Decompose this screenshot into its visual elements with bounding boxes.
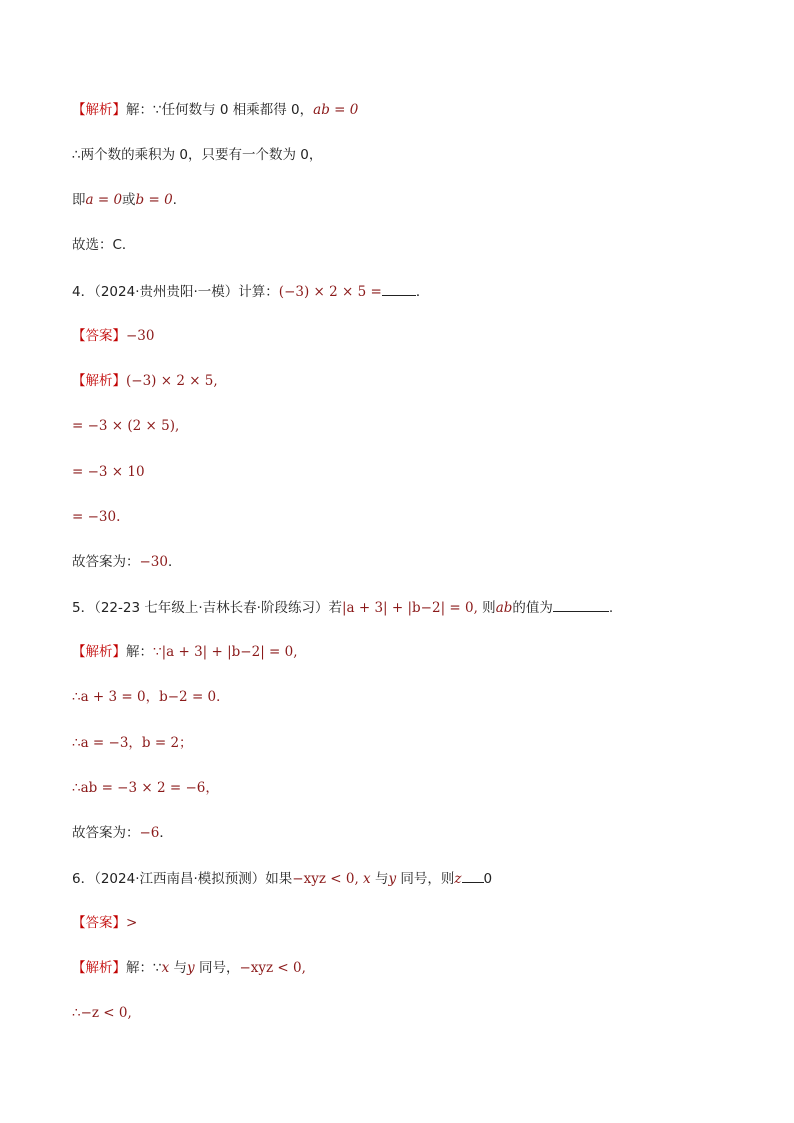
q6-step-2 [72,1003,132,1023]
math: |a + 3| + |b−2| = 0, [341,600,478,616]
answer-blank [462,868,484,883]
math: = −30. [72,509,121,525]
math: −30 [139,554,168,570]
answer-blank [382,281,416,296]
question-source: （2024·贵州贵阳·一模）计算： [94,284,279,300]
q5-step-3 [72,733,193,753]
text: ． [159,825,173,841]
q5-step-4 [72,778,219,798]
math: ∵|a + 3| + |b−2| = 0, [153,644,298,660]
math: y [388,871,397,887]
text: ． [415,284,430,300]
text: ． [168,554,182,570]
text: . [608,600,614,616]
q6-step-1 [72,958,306,978]
text: 故答案为： [72,825,140,841]
math: ∴a + 3 = 0，b−2 = 0． [72,689,230,705]
text: 与 [169,960,188,976]
text: 则 [477,600,496,616]
question-4 [72,281,429,301]
q6-answer [72,913,137,933]
text: . [172,192,177,208]
math: x [363,871,371,887]
math: > [126,915,138,931]
question-number: 5． [72,600,95,616]
analysis-line-2 [72,145,322,165]
text: 故选：C． [72,237,136,253]
text: 解：∵任何数与 0 相乘都得 0， [126,102,314,118]
math: z [454,871,462,887]
question-number: 4． [72,284,95,300]
question-source: （2024·江西南昌·模拟预测）如果 [94,871,293,887]
math: −xyz < 0, [239,960,306,976]
question-6 [72,868,492,888]
q5-step-1 [72,642,298,662]
q4-answer [72,326,155,346]
math: ab [495,600,513,616]
analysis-tag: 【解析】 [72,960,126,976]
text: 0 [483,871,493,887]
math: ab = 0 [313,102,359,118]
analysis-tag: 【解析】 [72,102,126,118]
analysis-line-3 [72,190,177,210]
q4-step-1 [72,371,218,391]
text: 同号，则 [396,871,455,887]
text: 解： [126,644,153,660]
q4-step-4 [72,507,120,527]
math: x [161,960,170,976]
question-source: （22-23 七年级上·吉林长春·阶段练习）若 [94,600,342,616]
question-5 [72,597,613,617]
math: b = 0 [135,192,173,208]
answer-blank [553,597,609,612]
q4-final [72,552,182,572]
answer-tag: 【答案】 [72,915,126,931]
math: −30 [126,328,155,344]
q4-step-2 [72,416,179,436]
q5-final [72,823,173,843]
math: ∴−z < 0, [72,1005,132,1021]
answer-tag: 【答案】 [72,328,126,344]
text: 解：∵ [126,960,162,976]
text: ∴两个数的乘积为 0，只要有一个数为 0， [72,147,323,163]
text: 故答案为： [72,554,140,570]
math: ∴ab = −3 × 2 = −6， [72,780,219,796]
analysis-tag: 【解析】 [72,373,126,389]
math: (−3) × 2 × 5, [126,373,218,389]
q4-step-3 [72,462,145,482]
math: ∴a = −3，b = 2； [72,735,193,751]
math: = −3 × 10 [72,464,145,480]
math: −6 [139,825,160,841]
analysis-tag: 【解析】 [72,644,126,660]
math: −xyz < 0, [292,871,359,887]
text: 与 [370,871,389,887]
math: y [187,960,195,976]
text: 即 [72,192,86,208]
math: (−3) × 2 × 5 = [278,284,382,300]
answer-choice-line [72,235,135,255]
text: 同号， [194,960,240,976]
analysis-line-1 [72,100,358,120]
text: 或 [122,192,136,208]
question-number: 6． [72,871,95,887]
text: 的值为 [512,600,553,616]
math: = −3 × (2 × 5), [72,418,180,434]
q5-step-2 [72,687,230,707]
math: a = 0 [85,192,123,208]
